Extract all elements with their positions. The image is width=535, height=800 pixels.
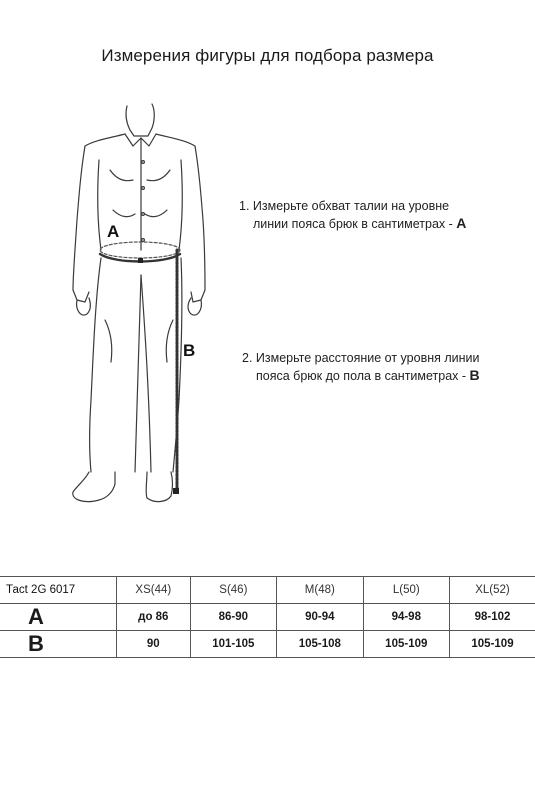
instruction-2 [242, 350, 480, 385]
instruction-1-line2: линии пояса брюк в сантиметрах - [253, 217, 453, 231]
size-header: XL(52) [450, 577, 535, 604]
size-header: L(50) [363, 577, 449, 604]
table-row [0, 631, 535, 658]
row-label-a: A [0, 604, 117, 631]
table-cell: 86-90 [190, 604, 276, 631]
table-corner: Тасt 2G 6017 [0, 577, 117, 604]
size-table [0, 576, 535, 658]
size-table-header-row [0, 577, 535, 604]
table-cell: 94-98 [363, 604, 449, 631]
row-label-b: B [0, 631, 117, 658]
table-cell: 105-109 [363, 631, 449, 658]
table-cell: 105-108 [277, 631, 363, 658]
table-cell: 90 [117, 631, 191, 658]
label-b: B [183, 341, 196, 360]
table-cell: 105-109 [450, 631, 535, 658]
table-cell: 90-94 [277, 604, 363, 631]
instruction-2-marker: B [469, 367, 480, 383]
table-row [0, 604, 535, 631]
instruction-1-marker: A [456, 215, 467, 231]
size-header: S(46) [190, 577, 276, 604]
table-cell: 98-102 [450, 604, 535, 631]
page-title: Измерения фигуры для подбора размера [101, 46, 434, 65]
size-header: XS(44) [117, 577, 191, 604]
instruction-2-line2: пояса брюк до пола в сантиметрах - [256, 369, 467, 383]
table-cell: до 86 [117, 604, 191, 631]
man-figure-illustration [55, 100, 225, 520]
instruction-1-line1: 1. Измерьте обхват талии на уровне [239, 199, 450, 213]
label-a: A [107, 222, 120, 241]
instruction-1 [239, 198, 466, 233]
size-header: M(48) [277, 577, 363, 604]
instruction-2-line1: 2. Измерьте расстояние от уровня линии [242, 351, 480, 365]
table-cell: 101-105 [190, 631, 276, 658]
